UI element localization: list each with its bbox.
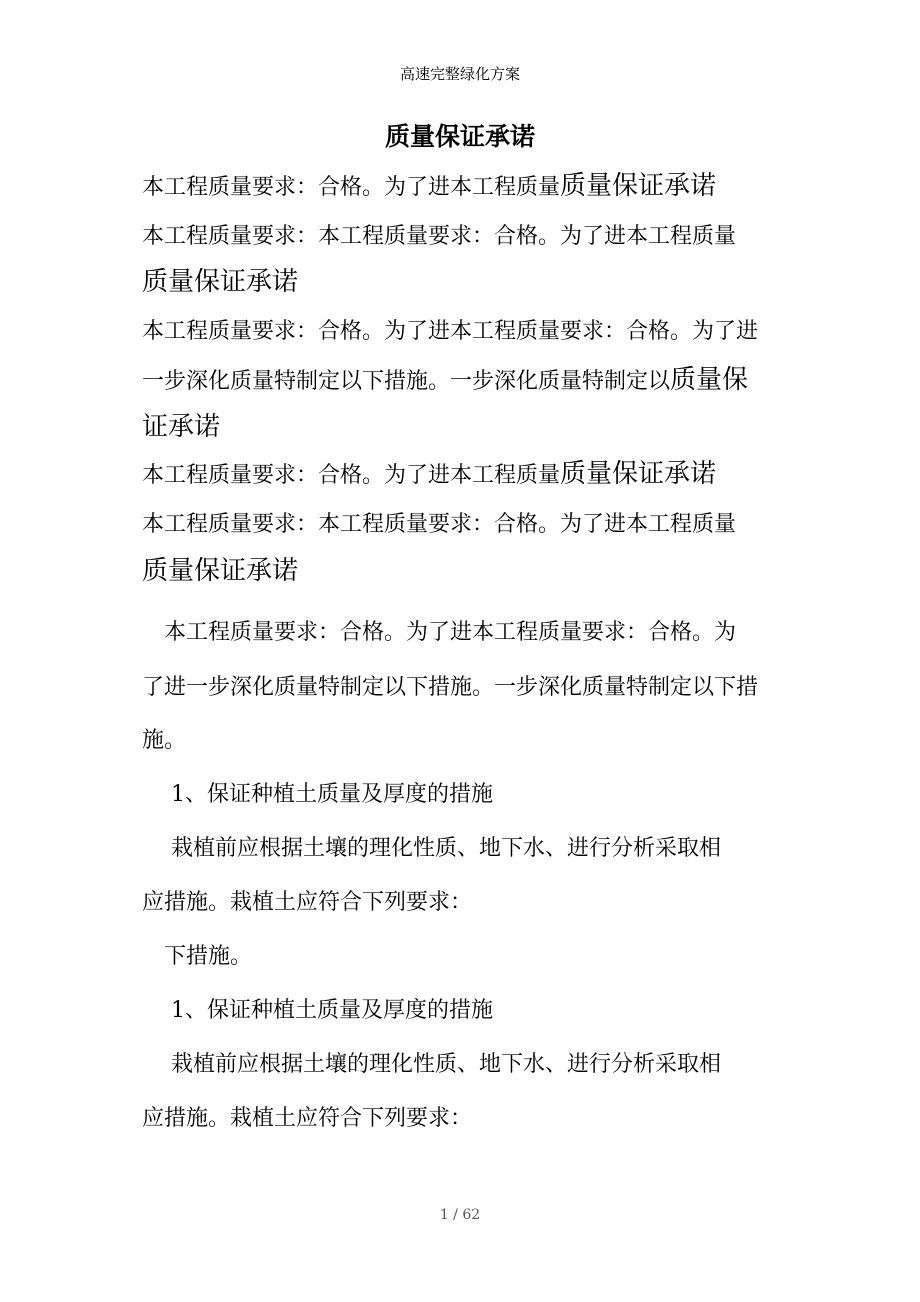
section-heading xyxy=(142,777,792,811)
line-text: 1、保证种植土质量及厚度的措施 xyxy=(142,782,493,807)
line-text: 下措施。 xyxy=(142,944,253,969)
body-line xyxy=(142,939,792,973)
body-line xyxy=(142,555,792,589)
line-text: 施。 xyxy=(142,728,187,753)
line-text: 了进一步深化质量特制定以下措施。一步深化质量特制定以下措 xyxy=(142,675,759,700)
body-line xyxy=(142,170,792,204)
body-line xyxy=(142,411,792,445)
line-heading-fragment: 证承诺 xyxy=(142,412,221,442)
line-text: 本工程质量要求：合格。为了进本工程质量要求：合格。为 xyxy=(142,620,737,645)
body-line xyxy=(142,507,792,541)
line-text: 本工程质量要求：本工程质量要求：合格。为了进本工程质量 xyxy=(142,512,737,537)
line-heading-fragment: 质量保 xyxy=(670,365,749,395)
body-line xyxy=(142,1047,792,1081)
line-text: 本工程质量要求：合格。为了进本工程质量要求：合格。为了进 xyxy=(142,319,759,344)
body-line xyxy=(142,364,792,398)
line-text: 应措施。栽植土应符合下列要求： xyxy=(142,890,473,915)
body-line xyxy=(142,219,792,253)
line-text: 栽植前应根据土壤的理化性质、地下水、进行分析采取相 xyxy=(142,1052,721,1077)
line-heading-fragment: 质量保证承诺 xyxy=(560,459,717,489)
line-heading-fragment: 质量保证承诺 xyxy=(142,556,299,586)
line-heading-fragment: 质量保证承诺 xyxy=(142,267,299,297)
line-text: 栽植前应根据土壤的理化性质、地下水、进行分析采取相 xyxy=(142,836,721,861)
line-text: 本工程质量要求：合格。为了进本工程质量 xyxy=(142,463,561,488)
line-text: 本工程质量要求：合格。为了进本工程质量 xyxy=(142,175,561,200)
page-number: 1 / 62 xyxy=(439,1207,481,1223)
line-text: 一步深化质量特制定以下措施。一步深化质量特制定以 xyxy=(142,369,671,394)
line-text: 本工程质量要求：本工程质量要求：合格。为了进本工程质量 xyxy=(142,224,737,249)
body-line xyxy=(142,1101,792,1135)
line-text: 应措施。栽植土应符合下列要求： xyxy=(142,1106,473,1131)
body-line xyxy=(142,723,792,757)
body-line xyxy=(142,266,792,300)
body-line xyxy=(142,314,792,348)
page-header: 高速完整绿化方案 xyxy=(399,65,520,83)
body-line xyxy=(142,831,792,865)
body-line xyxy=(142,670,792,704)
section-heading xyxy=(142,993,792,1027)
body-line xyxy=(142,458,792,492)
body-line xyxy=(142,885,792,919)
line-text: 1、保证种植土质量及厚度的措施 xyxy=(142,998,493,1023)
line-heading-fragment: 质量保证承诺 xyxy=(560,171,717,201)
document-title: 质量保证承诺 xyxy=(384,122,535,151)
body-line xyxy=(142,615,792,649)
